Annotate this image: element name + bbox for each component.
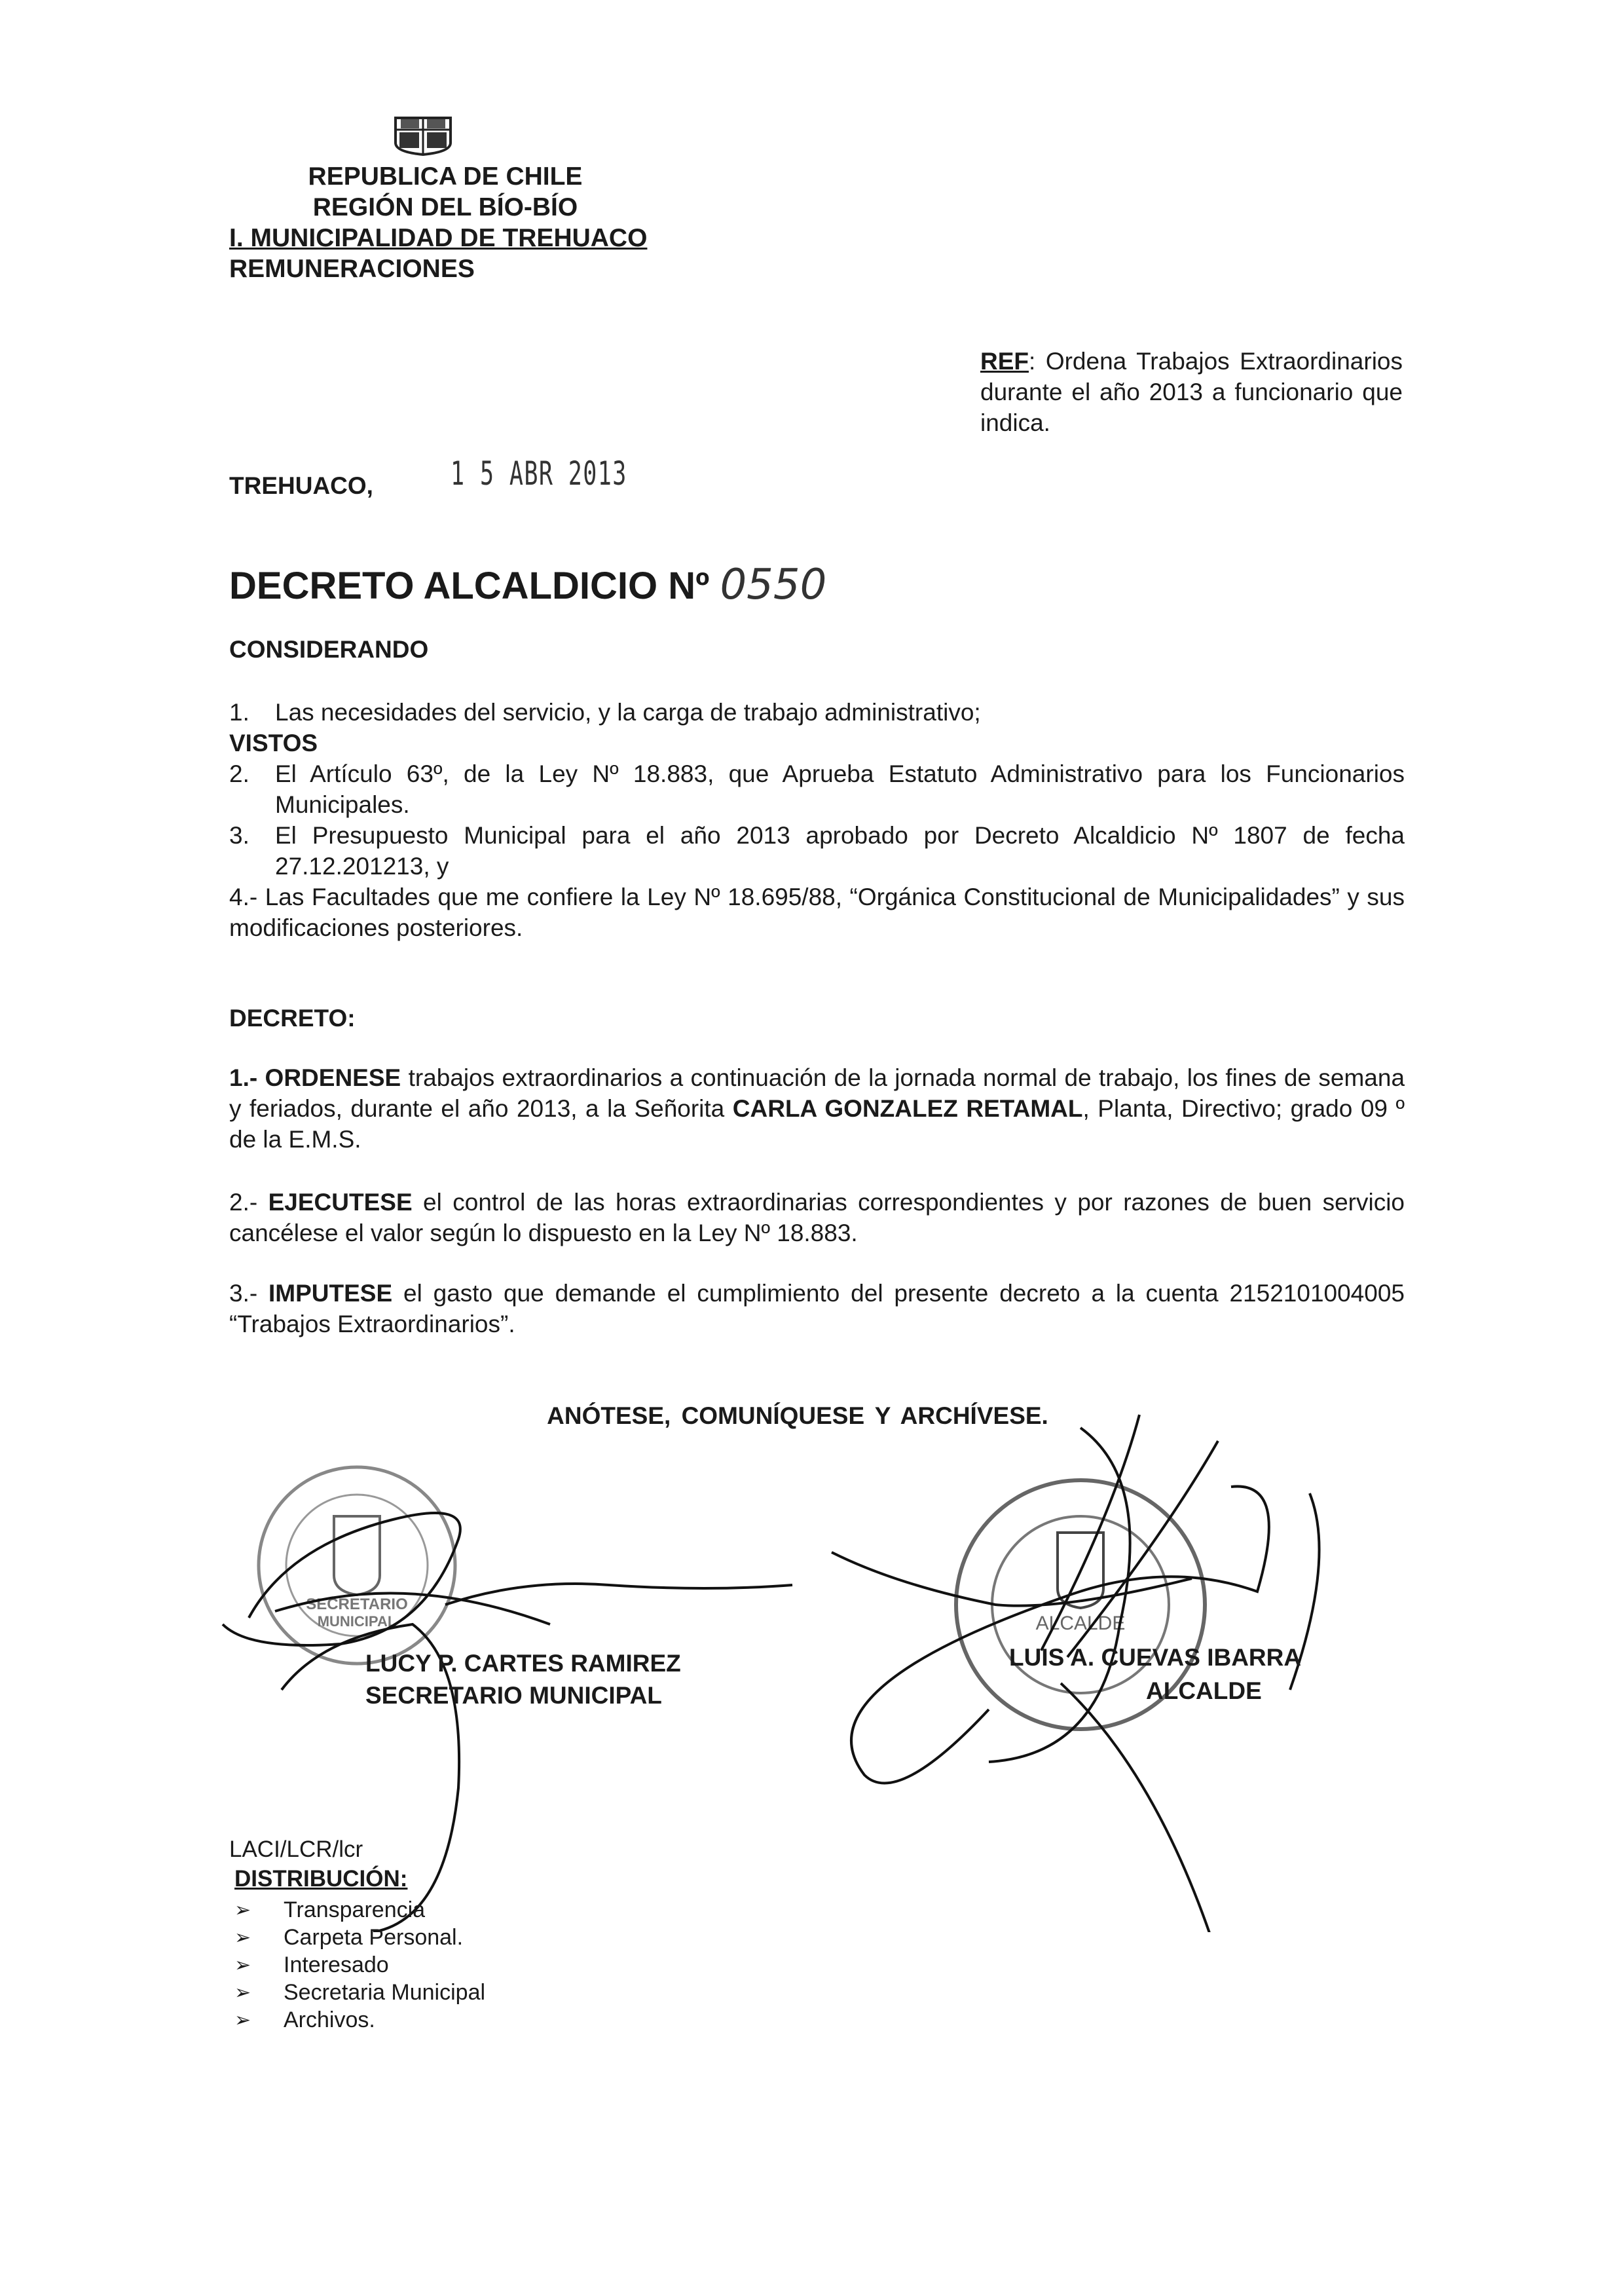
employee-name: CARLA GONZALEZ RETAMAL xyxy=(732,1095,1083,1122)
list-item xyxy=(234,1896,485,1924)
header-region: REGIÓN DEL BÍO-BÍO xyxy=(312,193,578,221)
decreto-heading: DECRETO: xyxy=(229,1005,356,1032)
item-text: El Artículo 63º, de la Ley Nº 18.883, que Aprueba Estatuto Administrativo para los Funcionarios Municipales. xyxy=(275,760,1405,818)
list-item xyxy=(234,1924,485,1951)
vistos-heading: VISTOS xyxy=(229,730,318,756)
decreto-paragraph-2 xyxy=(229,1187,1405,1248)
date-stamp: 1 5 ABR 2013 xyxy=(451,455,627,493)
page-title xyxy=(229,561,826,609)
list-item-text: Interesado xyxy=(284,1952,389,1977)
paragraph-number: 1.- xyxy=(229,1064,258,1091)
arrow-bullet-icon: ➢ xyxy=(234,1954,251,1976)
list-item-text: Transparencia xyxy=(284,1897,426,1922)
closing-formula: ANÓTESE, COMUNÍQUESE Y ARCHÍVESE. xyxy=(547,1402,1048,1429)
initials: LACI/LCR/lcr xyxy=(229,1837,363,1862)
arrow-bullet-icon: ➢ xyxy=(234,1926,251,1949)
svg-text:ALCALDE: ALCALDE xyxy=(1035,1613,1126,1634)
paragraph-text: , Planta, Directivo; grado 09 º de la E.M.S. xyxy=(229,1095,1405,1153)
paragraph-text: el gasto que demande el cumplimiento del presente decreto a la cuenta 2152101004005 “Trabajos Extraordinarios”. xyxy=(229,1280,1405,1337)
paragraph-verb: EJECUTESE xyxy=(268,1189,413,1216)
considerando-heading: CONSIDERANDO xyxy=(229,636,429,663)
svg-text:MUNICIPAL: MUNICIPAL xyxy=(317,1613,397,1630)
paragraph-number: 2.- xyxy=(229,1189,258,1216)
ref-label: REF xyxy=(980,348,1029,375)
list-item-text: Archivos. xyxy=(284,2007,375,2032)
secretary-name: LUCY P. CARTES RAMIREZ xyxy=(365,1650,681,1677)
coat-of-arms-logo xyxy=(393,115,453,156)
decree-title: DECRETO ALCALDICIO Nº xyxy=(229,565,710,607)
paragraph-text: trabajos extraordinarios a continuación de la jornada normal de trabajo, los fines de semana y feriados, durante el año 2013, a la Señorita xyxy=(229,1064,1405,1122)
decree-number: 0550 xyxy=(720,561,827,609)
item-text: Las necesidades del servicio, y la carga de trabajo administrativo; xyxy=(275,699,981,726)
list-item xyxy=(234,1951,485,1979)
item-text: 4.- Las Facultades que me confiere la Ley Nº 18.695/88, “Orgánica Constitucional de Municipalidades” y sus modificaciones posteriores. xyxy=(229,884,1405,941)
list-item-text: Secretaria Municipal xyxy=(284,1979,486,2005)
secretary-title: SECRETARIO MUNICIPAL xyxy=(365,1682,662,1709)
mayor-name: LUIS A. CUEVAS IBARRA xyxy=(1009,1644,1302,1671)
ref-block: REF: Ordena Trabajos Extraordinarios durante el año 2013 a funcionario que indica. xyxy=(980,348,1403,436)
paragraph-text: el control de las horas extraordinarias correspondientes y por razones de buen servicio cancélese el valor según lo dispuesto en la Ley Nº 18.883. xyxy=(229,1189,1405,1246)
list-item-text: Carpeta Personal. xyxy=(284,1924,464,1950)
arrow-bullet-icon: ➢ xyxy=(234,1899,251,1921)
paragraph-verb: ORDENESE xyxy=(265,1064,401,1091)
item-number: 1. xyxy=(229,699,249,726)
document-body xyxy=(229,697,1405,1431)
arrow-bullet-icon: ➢ xyxy=(234,2009,251,2031)
item-number: 2. xyxy=(229,760,249,787)
mayor-title: ALCALDE xyxy=(1146,1677,1262,1704)
place: TREHUACO, xyxy=(229,472,373,499)
distribution-list xyxy=(234,1896,485,2034)
arrow-bullet-icon: ➢ xyxy=(234,1981,251,2004)
list-item xyxy=(234,1979,485,2006)
item-text: El Presupuesto Municipal para el año 2013 aprobado por Decreto Alcaldicio Nº 1807 de fecha 27.12.201213, y xyxy=(275,822,1405,880)
considerando-vistos xyxy=(229,697,1405,943)
header-republica: REPUBLICA DE CHILE xyxy=(308,162,583,191)
ref-text: Ordena Trabajos Extraordinarios durante el año 2013 a funcionario que indica. xyxy=(980,348,1403,436)
decreto-paragraph-3 xyxy=(229,1278,1405,1339)
header-municipalidad: I. MUNICIPALIDAD DE TREHUACO xyxy=(229,224,648,252)
paragraph-number: 3.- xyxy=(229,1280,258,1307)
svg-text:SECRETARIO: SECRETARIO xyxy=(306,1595,408,1613)
item-number: 3. xyxy=(229,822,249,849)
paragraph-verb: IMPUTESE xyxy=(268,1280,393,1307)
distribution-heading: DISTRIBUCIÓN: xyxy=(234,1866,408,1892)
list-item xyxy=(234,2006,485,2034)
header-department: REMUNERACIONES xyxy=(229,255,475,283)
decreto-paragraph-1 xyxy=(229,1062,1405,1155)
